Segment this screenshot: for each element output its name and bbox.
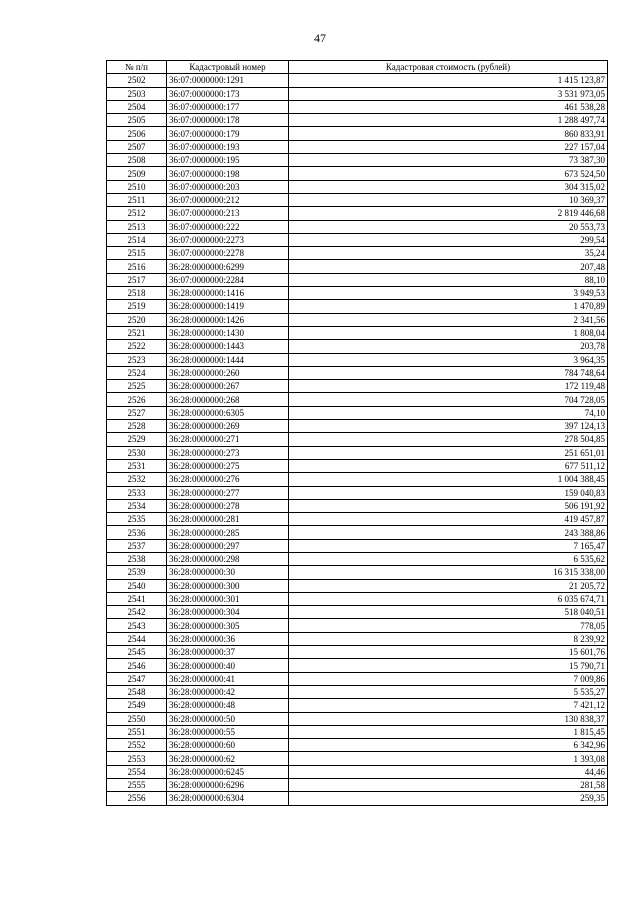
cadastral-value-cell: 1 004 388,45 bbox=[289, 473, 608, 486]
table-row bbox=[107, 552, 608, 565]
cadastral-number-cell: 36:28:0000000:304 bbox=[167, 606, 289, 619]
cadastral-number-cell: 36:28:0000000:55 bbox=[167, 725, 289, 738]
table-row bbox=[107, 619, 608, 632]
table-row bbox=[107, 646, 608, 659]
cadastral-value-cell: 3 949,53 bbox=[289, 287, 608, 300]
cadastral-value-cell: 1 415 123,87 bbox=[289, 74, 608, 87]
cadastral-number-cell: 36:28:0000000:1430 bbox=[167, 326, 289, 339]
cadastral-value-cell: 6 342,96 bbox=[289, 739, 608, 752]
table-row bbox=[107, 180, 608, 193]
row-number-cell: 2522 bbox=[107, 340, 167, 353]
cadastral-value-cell: 1 808,04 bbox=[289, 326, 608, 339]
cadastral-number-cell: 36:28:0000000:276 bbox=[167, 473, 289, 486]
cadastral-value-cell: 461 538,28 bbox=[289, 100, 608, 113]
row-number-cell: 2552 bbox=[107, 739, 167, 752]
cadastral-number-cell: 36:28:0000000:300 bbox=[167, 579, 289, 592]
row-number-cell: 2507 bbox=[107, 140, 167, 153]
table-row bbox=[107, 659, 608, 672]
cadastral-number-cell: 36:28:0000000:6296 bbox=[167, 779, 289, 792]
cadastral-number-cell: 36:07:0000000:2284 bbox=[167, 273, 289, 286]
row-number-cell: 2551 bbox=[107, 725, 167, 738]
row-number-cell: 2509 bbox=[107, 167, 167, 180]
row-number-cell: 2531 bbox=[107, 459, 167, 472]
table-row bbox=[107, 207, 608, 220]
table-row bbox=[107, 579, 608, 592]
cadastral-value-cell: 159 040,83 bbox=[289, 486, 608, 499]
cadastral-value-cell: 1 393,08 bbox=[289, 752, 608, 765]
row-number-cell: 2541 bbox=[107, 592, 167, 605]
table-body bbox=[107, 74, 608, 805]
row-number-cell: 2549 bbox=[107, 699, 167, 712]
table-row bbox=[107, 699, 608, 712]
cadastral-number-cell: 36:28:0000000:1419 bbox=[167, 300, 289, 313]
cadastral-value-cell: 704 728,05 bbox=[289, 393, 608, 406]
cadastral-number-cell: 36:28:0000000:275 bbox=[167, 459, 289, 472]
cadastral-number-cell: 36:28:0000000:305 bbox=[167, 619, 289, 632]
row-number-cell: 2547 bbox=[107, 672, 167, 685]
row-number-cell: 2506 bbox=[107, 127, 167, 140]
cadastral-value-cell: 16 315 338,00 bbox=[289, 566, 608, 579]
row-number-cell: 2539 bbox=[107, 566, 167, 579]
table-row bbox=[107, 114, 608, 127]
row-number-cell: 2534 bbox=[107, 499, 167, 512]
header-cadastral-value: Кадастровая стоимость (рублей) bbox=[289, 61, 608, 74]
table-row bbox=[107, 406, 608, 419]
table-row bbox=[107, 393, 608, 406]
row-number-cell: 2505 bbox=[107, 114, 167, 127]
row-number-cell: 2510 bbox=[107, 180, 167, 193]
row-number-cell: 2544 bbox=[107, 632, 167, 645]
cadastral-value-cell: 860 833,91 bbox=[289, 127, 608, 140]
cadastral-number-cell: 36:07:0000000:195 bbox=[167, 154, 289, 167]
table-row bbox=[107, 380, 608, 393]
row-number-cell: 2537 bbox=[107, 539, 167, 552]
cadastral-number-cell: 36:28:0000000:48 bbox=[167, 699, 289, 712]
cadastral-value-cell: 20 553,73 bbox=[289, 220, 608, 233]
cadastral-number-cell: 36:28:0000000:298 bbox=[167, 552, 289, 565]
cadastral-number-cell: 36:07:0000000:203 bbox=[167, 180, 289, 193]
cadastral-number-cell: 36:28:0000000:41 bbox=[167, 672, 289, 685]
cadastral-number-cell: 36:07:0000000:177 bbox=[167, 100, 289, 113]
cadastral-value-cell: 1 470,89 bbox=[289, 300, 608, 313]
cadastral-value-cell: 299,54 bbox=[289, 233, 608, 246]
row-number-cell: 2516 bbox=[107, 260, 167, 273]
cadastral-value-cell: 172 119,48 bbox=[289, 380, 608, 393]
table-row bbox=[107, 765, 608, 778]
row-number-cell: 2514 bbox=[107, 233, 167, 246]
cadastral-number-cell: 36:28:0000000:62 bbox=[167, 752, 289, 765]
row-number-cell: 2555 bbox=[107, 779, 167, 792]
cadastral-value-cell: 2 819 446,68 bbox=[289, 207, 608, 220]
table-row bbox=[107, 140, 608, 153]
cadastral-number-cell: 36:28:0000000:260 bbox=[167, 366, 289, 379]
cadastral-value-cell: 506 191,92 bbox=[289, 499, 608, 512]
cadastral-number-cell: 36:07:0000000:222 bbox=[167, 220, 289, 233]
cadastral-number-cell: 36:28:0000000:268 bbox=[167, 393, 289, 406]
table-row bbox=[107, 792, 608, 805]
cadastral-number-cell: 36:28:0000000:50 bbox=[167, 712, 289, 725]
cadastral-value-cell: 6 535,62 bbox=[289, 552, 608, 565]
cadastral-number-cell: 36:07:0000000:212 bbox=[167, 193, 289, 206]
table-row bbox=[107, 154, 608, 167]
cadastral-value-cell: 304 315,02 bbox=[289, 180, 608, 193]
table-row bbox=[107, 592, 608, 605]
table-row bbox=[107, 247, 608, 260]
table-row bbox=[107, 167, 608, 180]
cadastral-number-cell: 36:07:0000000:198 bbox=[167, 167, 289, 180]
cadastral-value-cell: 278 504,85 bbox=[289, 433, 608, 446]
cadastral-number-cell: 36:28:0000000:37 bbox=[167, 646, 289, 659]
row-number-cell: 2518 bbox=[107, 287, 167, 300]
cadastral-value-cell: 784 748,64 bbox=[289, 366, 608, 379]
cadastral-number-cell: 36:28:0000000:271 bbox=[167, 433, 289, 446]
row-number-cell: 2542 bbox=[107, 606, 167, 619]
cadastral-value-cell: 281,58 bbox=[289, 779, 608, 792]
row-number-cell: 2540 bbox=[107, 579, 167, 592]
table-row bbox=[107, 513, 608, 526]
cadastral-value-cell: 259,35 bbox=[289, 792, 608, 805]
cadastral-value-cell: 677 511,12 bbox=[289, 459, 608, 472]
cadastral-number-cell: 36:28:0000000:273 bbox=[167, 446, 289, 459]
row-number-cell: 2520 bbox=[107, 313, 167, 326]
table-row bbox=[107, 420, 608, 433]
row-number-cell: 2526 bbox=[107, 393, 167, 406]
table-row bbox=[107, 193, 608, 206]
cadastral-number-cell: 36:07:0000000:193 bbox=[167, 140, 289, 153]
row-number-cell: 2515 bbox=[107, 247, 167, 260]
table-row bbox=[107, 260, 608, 273]
page-number: 47 bbox=[314, 31, 326, 45]
row-number-cell: 2508 bbox=[107, 154, 167, 167]
table-row bbox=[107, 313, 608, 326]
row-number-cell: 2512 bbox=[107, 207, 167, 220]
cadastral-number-cell: 36:28:0000000:1416 bbox=[167, 287, 289, 300]
cadastral-value-cell: 6 035 674,71 bbox=[289, 592, 608, 605]
cadastral-number-cell: 36:28:0000000:285 bbox=[167, 526, 289, 539]
cadastral-value-cell: 15 601,76 bbox=[289, 646, 608, 659]
table-header bbox=[107, 61, 608, 74]
cadastral-value-cell: 243 388,86 bbox=[289, 526, 608, 539]
row-number-cell: 2553 bbox=[107, 752, 167, 765]
cadastral-number-cell: 36:28:0000000:60 bbox=[167, 739, 289, 752]
cadastral-value-cell: 518 040,51 bbox=[289, 606, 608, 619]
table-row bbox=[107, 273, 608, 286]
table-row bbox=[107, 739, 608, 752]
row-number-cell: 2511 bbox=[107, 193, 167, 206]
cadastral-value-cell: 3 964,35 bbox=[289, 353, 608, 366]
cadastral-value-cell: 251 651,01 bbox=[289, 446, 608, 459]
cadastral-number-cell: 36:28:0000000:267 bbox=[167, 380, 289, 393]
row-number-cell: 2513 bbox=[107, 220, 167, 233]
row-number-cell: 2502 bbox=[107, 74, 167, 87]
table-row bbox=[107, 100, 608, 113]
cadastral-number-cell: 36:07:0000000:2273 bbox=[167, 233, 289, 246]
table-row bbox=[107, 685, 608, 698]
cadastral-value-cell: 130 838,37 bbox=[289, 712, 608, 725]
row-number-cell: 2524 bbox=[107, 366, 167, 379]
header-row bbox=[107, 61, 608, 74]
cadastral-value-cell: 2 341,56 bbox=[289, 313, 608, 326]
cadastral-number-cell: 36:07:0000000:2278 bbox=[167, 247, 289, 260]
cadastral-value-cell: 21 205,72 bbox=[289, 579, 608, 592]
cadastral-value-cell: 5 535,27 bbox=[289, 685, 608, 698]
table-row bbox=[107, 366, 608, 379]
table-row bbox=[107, 353, 608, 366]
row-number-cell: 2503 bbox=[107, 87, 167, 100]
cadastral-value-cell: 73 387,30 bbox=[289, 154, 608, 167]
cadastral-number-cell: 36:28:0000000:1444 bbox=[167, 353, 289, 366]
row-number-cell: 2545 bbox=[107, 646, 167, 659]
cadastral-number-cell: 36:28:0000000:36 bbox=[167, 632, 289, 645]
row-number-cell: 2536 bbox=[107, 526, 167, 539]
row-number-cell: 2538 bbox=[107, 552, 167, 565]
table-row bbox=[107, 433, 608, 446]
table-row bbox=[107, 566, 608, 579]
table-row bbox=[107, 752, 608, 765]
row-number-cell: 2529 bbox=[107, 433, 167, 446]
table-row bbox=[107, 725, 608, 738]
row-number-cell: 2556 bbox=[107, 792, 167, 805]
cadastral-value-cell: 44,46 bbox=[289, 765, 608, 778]
table-row bbox=[107, 233, 608, 246]
row-number-cell: 2504 bbox=[107, 100, 167, 113]
cadastral-value-cell: 7 009,86 bbox=[289, 672, 608, 685]
header-cadastral-number: Кадастровый номер bbox=[167, 61, 289, 74]
cadastral-value-cell: 10 369,37 bbox=[289, 193, 608, 206]
cadastral-value-cell: 778,05 bbox=[289, 619, 608, 632]
row-number-cell: 2528 bbox=[107, 420, 167, 433]
cadastral-value-table bbox=[106, 60, 608, 806]
cadastral-number-cell: 36:07:0000000:178 bbox=[167, 114, 289, 127]
cadastral-value-cell: 203,78 bbox=[289, 340, 608, 353]
cadastral-number-cell: 36:28:0000000:281 bbox=[167, 513, 289, 526]
table-row bbox=[107, 340, 608, 353]
table-row bbox=[107, 499, 608, 512]
table-row bbox=[107, 326, 608, 339]
cadastral-value-cell: 1 288 497,74 bbox=[289, 114, 608, 127]
cadastral-value-cell: 35,24 bbox=[289, 247, 608, 260]
cadastral-value-cell: 1 815,45 bbox=[289, 725, 608, 738]
row-number-cell: 2519 bbox=[107, 300, 167, 313]
table-row bbox=[107, 712, 608, 725]
cadastral-number-cell: 36:07:0000000:213 bbox=[167, 207, 289, 220]
cadastral-number-cell: 36:28:0000000:269 bbox=[167, 420, 289, 433]
table-row bbox=[107, 632, 608, 645]
row-number-cell: 2532 bbox=[107, 473, 167, 486]
cadastral-value-cell: 673 524,50 bbox=[289, 167, 608, 180]
table-row bbox=[107, 300, 608, 313]
cadastral-value-cell: 74,10 bbox=[289, 406, 608, 419]
row-number-cell: 2550 bbox=[107, 712, 167, 725]
row-number-cell: 2543 bbox=[107, 619, 167, 632]
cadastral-value-cell: 7 421,12 bbox=[289, 699, 608, 712]
table-row bbox=[107, 287, 608, 300]
row-number-cell: 2517 bbox=[107, 273, 167, 286]
cadastral-number-cell: 36:28:0000000:1443 bbox=[167, 340, 289, 353]
table-row bbox=[107, 539, 608, 552]
table-row bbox=[107, 446, 608, 459]
row-number-cell: 2530 bbox=[107, 446, 167, 459]
row-number-cell: 2527 bbox=[107, 406, 167, 419]
cadastral-number-cell: 36:28:0000000:301 bbox=[167, 592, 289, 605]
cadastral-number-cell: 36:28:0000000:1426 bbox=[167, 313, 289, 326]
cadastral-value-cell: 3 531 973,05 bbox=[289, 87, 608, 100]
row-number-cell: 2554 bbox=[107, 765, 167, 778]
cadastral-value-cell: 88,10 bbox=[289, 273, 608, 286]
row-number-cell: 2548 bbox=[107, 685, 167, 698]
cadastral-number-cell: 36:28:0000000:297 bbox=[167, 539, 289, 552]
header-row-number: № п/п bbox=[107, 61, 167, 74]
cadastral-value-cell: 8 239,92 bbox=[289, 632, 608, 645]
cadastral-value-cell: 7 165,47 bbox=[289, 539, 608, 552]
row-number-cell: 2535 bbox=[107, 513, 167, 526]
cadastral-value-cell: 419 457,87 bbox=[289, 513, 608, 526]
cadastral-value-cell: 15 790,71 bbox=[289, 659, 608, 672]
table-row bbox=[107, 459, 608, 472]
table-row bbox=[107, 74, 608, 87]
cadastral-number-cell: 36:28:0000000:277 bbox=[167, 486, 289, 499]
table-row bbox=[107, 672, 608, 685]
row-number-cell: 2546 bbox=[107, 659, 167, 672]
table-row bbox=[107, 87, 608, 100]
cadastral-number-cell: 36:07:0000000:179 bbox=[167, 127, 289, 140]
row-number-cell: 2523 bbox=[107, 353, 167, 366]
cadastral-number-cell: 36:28:0000000:42 bbox=[167, 685, 289, 698]
cadastral-number-cell: 36:28:0000000:40 bbox=[167, 659, 289, 672]
row-number-cell: 2521 bbox=[107, 326, 167, 339]
table-row bbox=[107, 127, 608, 140]
cadastral-value-cell: 227 157,04 bbox=[289, 140, 608, 153]
row-number-cell: 2533 bbox=[107, 486, 167, 499]
table-row bbox=[107, 486, 608, 499]
cadastral-number-cell: 36:28:0000000:6299 bbox=[167, 260, 289, 273]
cadastral-value-cell: 397 124,13 bbox=[289, 420, 608, 433]
table-row bbox=[107, 606, 608, 619]
row-number-cell: 2525 bbox=[107, 380, 167, 393]
cadastral-number-cell: 36:28:0000000:30 bbox=[167, 566, 289, 579]
table-row bbox=[107, 526, 608, 539]
table-row bbox=[107, 473, 608, 486]
cadastral-value-cell: 207,48 bbox=[289, 260, 608, 273]
cadastral-number-cell: 36:28:0000000:6245 bbox=[167, 765, 289, 778]
cadastral-number-cell: 36:28:0000000:6305 bbox=[167, 406, 289, 419]
cadastral-number-cell: 36:07:0000000:173 bbox=[167, 87, 289, 100]
cadastral-number-cell: 36:28:0000000:6304 bbox=[167, 792, 289, 805]
cadastral-number-cell: 36:28:0000000:278 bbox=[167, 499, 289, 512]
table-row bbox=[107, 779, 608, 792]
cadastral-number-cell: 36:07:0000000:1291 bbox=[167, 74, 289, 87]
table-row bbox=[107, 220, 608, 233]
